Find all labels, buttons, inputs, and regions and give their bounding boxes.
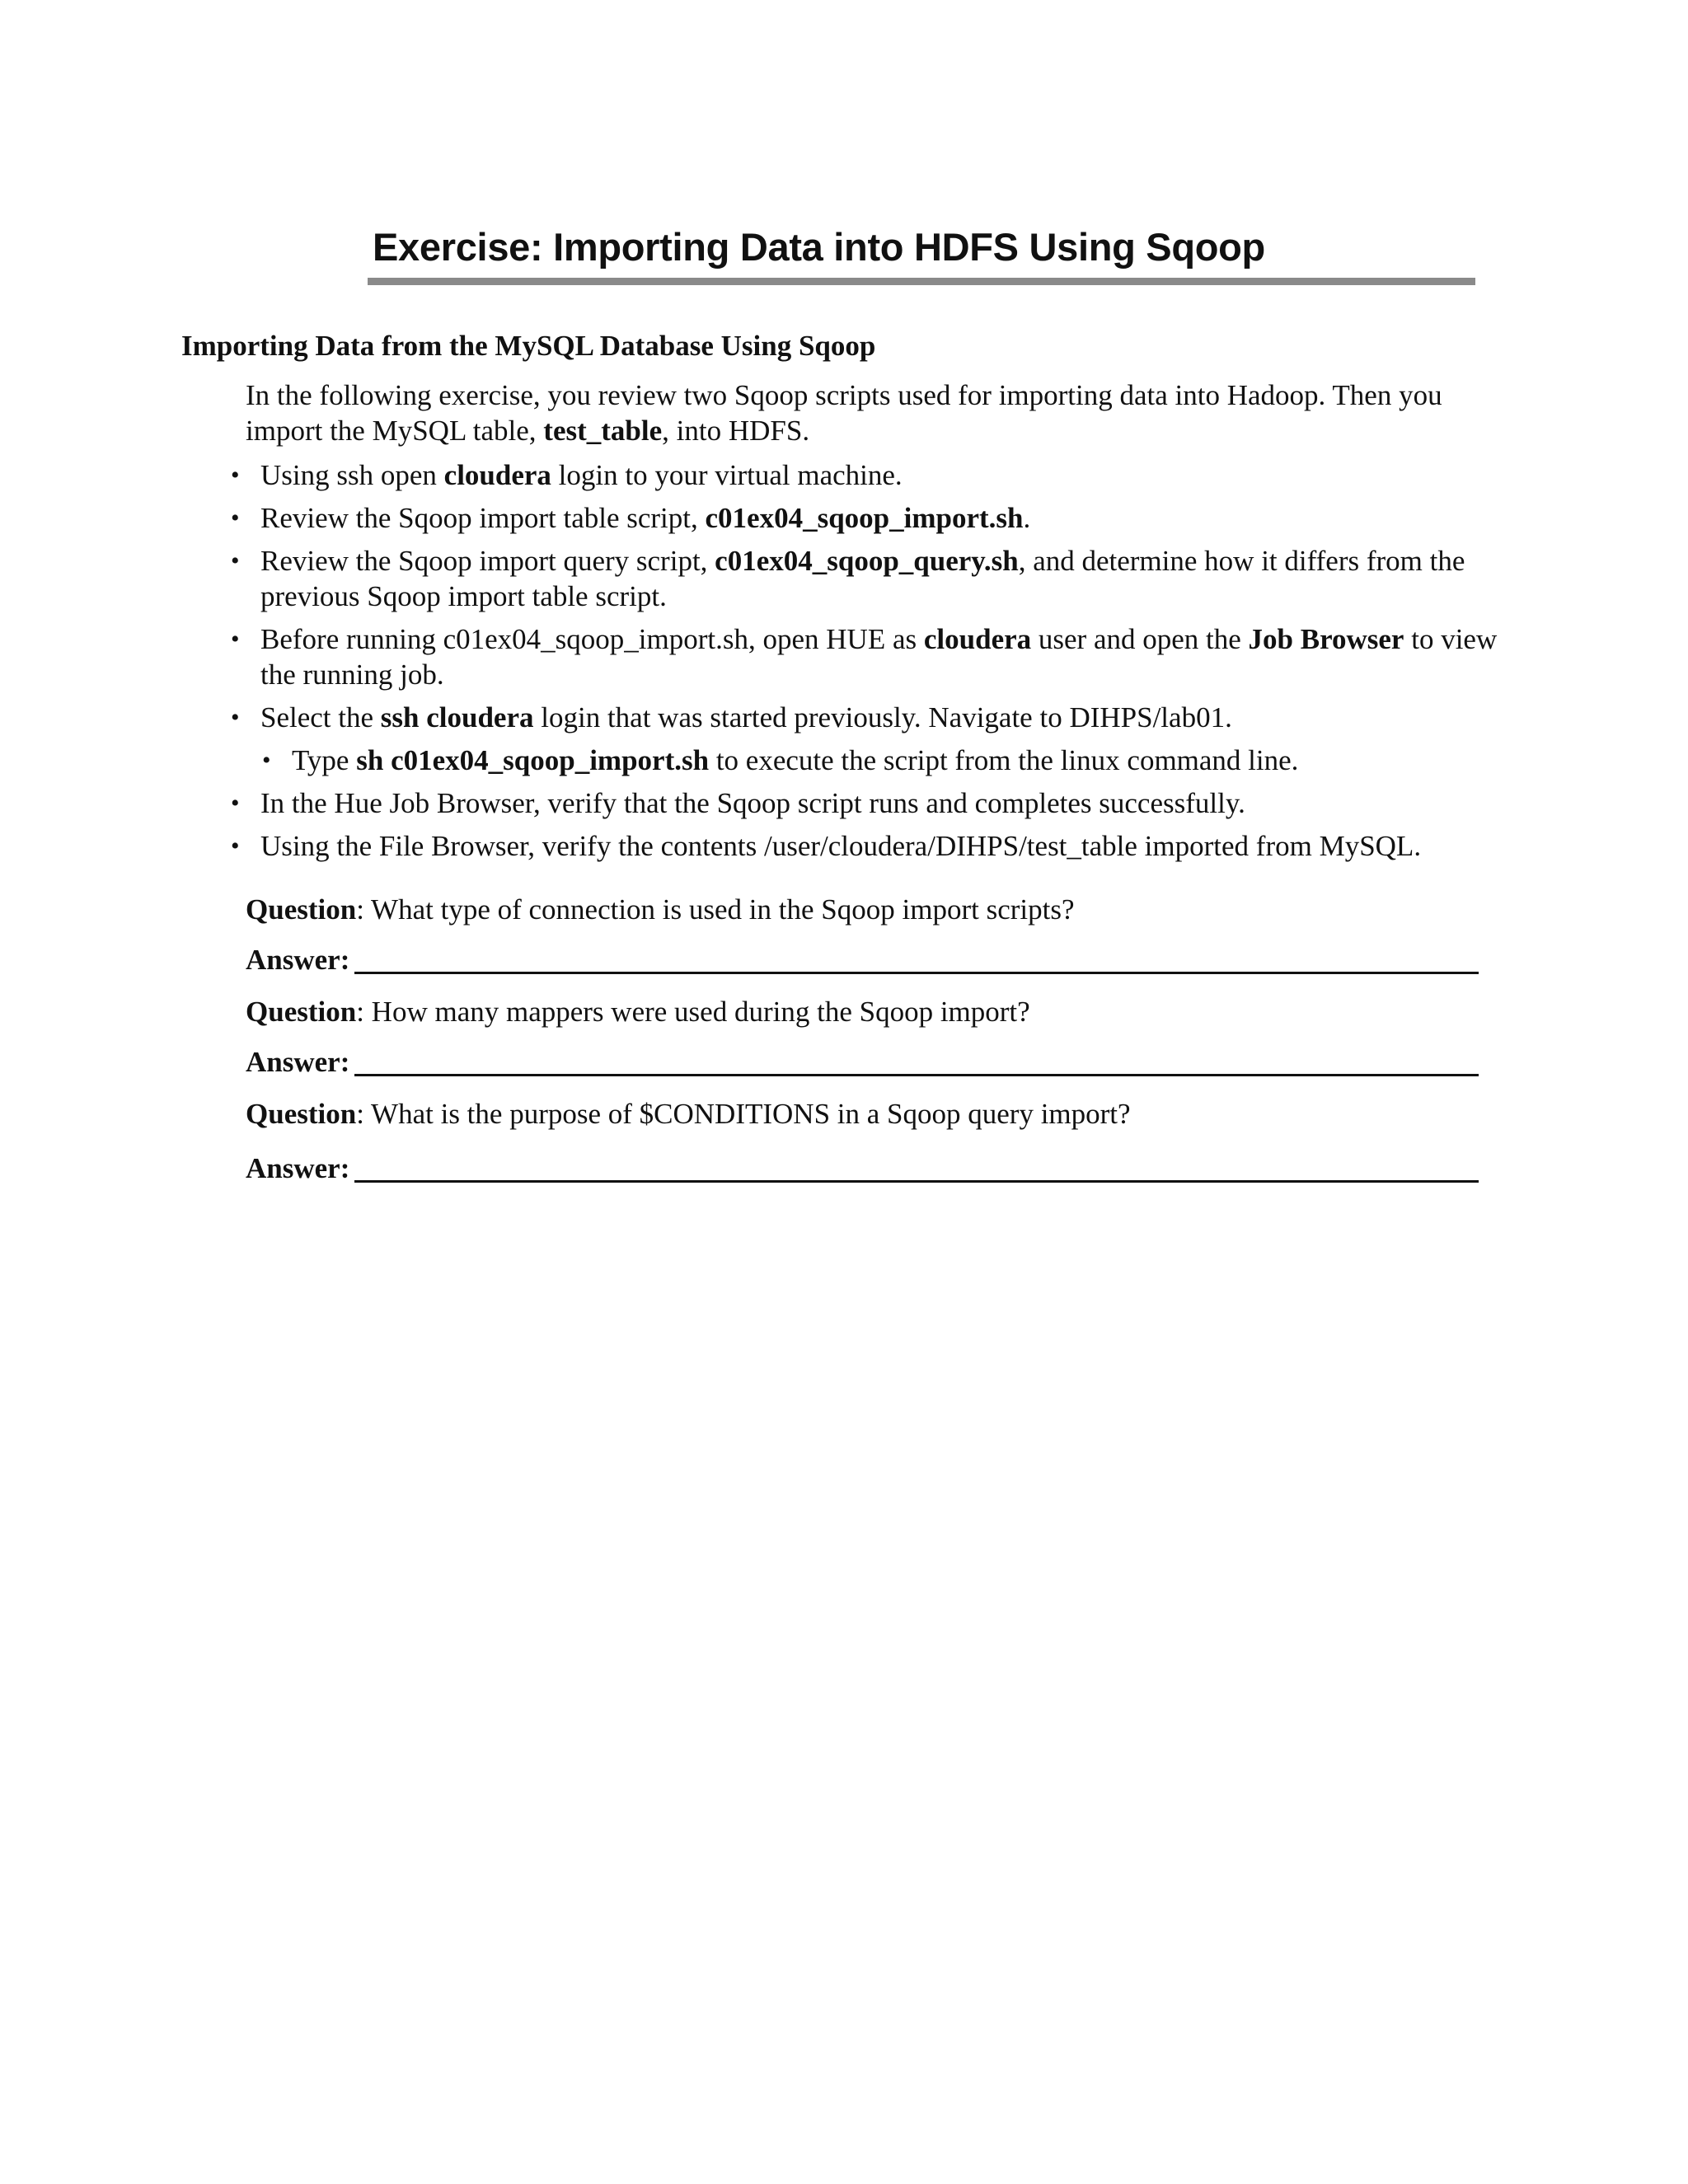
item-bold: c01ex04_sqoop_import.sh (705, 502, 1024, 534)
item-bold: Job Browser (1248, 623, 1404, 655)
list-item (229, 621, 1498, 692)
bullet-icon: • (231, 704, 240, 731)
section-heading: Importing Data from the MySQL Database Using Sqoop (181, 330, 876, 362)
question-label: Question (246, 893, 357, 926)
answer-label: Answer: (246, 1152, 350, 1184)
answer-blank-line[interactable] (354, 972, 1479, 974)
intro-text-2: , into HDFS. (662, 415, 810, 447)
intro-paragraph (246, 377, 1482, 448)
item-text: login to your virtual machine. (551, 459, 903, 491)
list-item (229, 457, 1498, 493)
list-item (229, 785, 1498, 821)
instruction-list (229, 457, 1498, 871)
bullet-icon: • (231, 832, 240, 860)
question-text: : How many mappers were used during the Sqoop import? (356, 996, 1030, 1028)
answer-2 (246, 1044, 1479, 1085)
answer-label: Answer: (246, 1046, 350, 1078)
item-text: , and determine how it differs from the previous Sqoop import table script. (260, 545, 1465, 612)
bullet-icon: • (262, 747, 271, 774)
bullet-icon: • (231, 504, 240, 532)
answer-1 (246, 942, 1479, 983)
list-item (229, 700, 1498, 735)
item-text: Using the File Browser, verify the contents /user/cloudera/DIHPS/test_table imported from MySQL. (260, 830, 1422, 862)
item-bold: cloudera (443, 459, 551, 491)
bullet-icon: • (231, 547, 240, 574)
item-text: Review the Sqoop import query script, (260, 545, 715, 577)
item-bold: cloudera (923, 623, 1032, 655)
item-bold: ssh cloudera (380, 701, 534, 733)
answer-label: Answer: (246, 944, 350, 976)
item-text: Before running c01ex04_sqoop_import.sh, open HUE as (260, 623, 924, 655)
bullet-icon: • (231, 790, 240, 817)
title-underline (368, 278, 1475, 285)
item-text: user and open the (1031, 623, 1249, 655)
question-2 (246, 994, 1482, 1029)
question-1 (246, 892, 1482, 927)
item-text: to view the running job. (260, 623, 1498, 691)
exercise-title: Exercise: Importing Data into HDFS Using Sqoop (373, 225, 1265, 269)
item-bold: sh c01ex04_sqoop_import.sh (356, 744, 710, 776)
item-text: to execute the script from the linux command line. (709, 744, 1299, 776)
item-text: Using ssh open (260, 459, 444, 491)
answer-3 (246, 1151, 1479, 1192)
answer-blank-line[interactable] (354, 1074, 1479, 1076)
list-item (229, 828, 1498, 864)
list-item (229, 500, 1498, 536)
question-text: : What is the purpose of $CONDITIONS in a Sqoop query import? (356, 1098, 1131, 1130)
item-text: In the Hue Job Browser, verify that the Sqoop script runs and completes successfully. (260, 787, 1245, 819)
question-3 (246, 1096, 1482, 1132)
bullet-icon: • (231, 462, 240, 489)
intro-text-1: In the following exercise, you review two Sqoop scripts used for importing data into Hadoop. Then you import the MySQL table, (246, 379, 1442, 447)
question-label: Question (246, 1098, 357, 1130)
list-item (229, 543, 1498, 614)
item-text: login that was started previously. Navigate to DIHPS/lab01. (533, 701, 1232, 733)
item-text: Select the (260, 701, 381, 733)
item-bold: c01ex04_sqoop_query.sh (715, 545, 1019, 577)
bullet-icon: • (231, 626, 240, 653)
answer-blank-line[interactable] (354, 1180, 1479, 1183)
intro-table-name: test_table (543, 415, 663, 447)
list-item-nested (260, 743, 1498, 778)
item-text: . (1023, 502, 1031, 534)
question-label: Question (246, 996, 357, 1028)
item-text: Type (292, 744, 357, 776)
item-text: Review the Sqoop import table script, (260, 502, 706, 534)
question-text: : What type of connection is used in the Sqoop import scripts? (356, 893, 1075, 926)
